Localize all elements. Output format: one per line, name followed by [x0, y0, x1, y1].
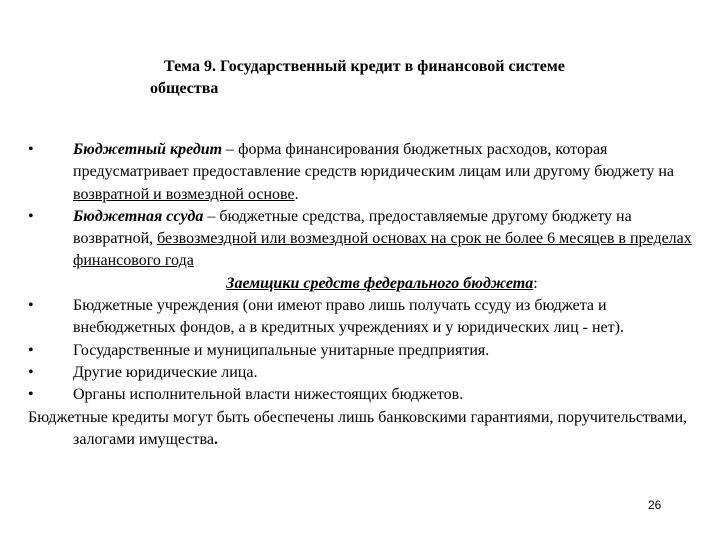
subheading	[28, 273, 700, 295]
subheading-text: Заемщики средств федерального бюджета	[226, 274, 534, 292]
definition-text: – форма финансирования бюджетных расходов, которая предусматривает предоставление средств юридическим лицам или другому бюджету на	[73, 141, 675, 181]
subheading-tail: :	[533, 274, 538, 292]
final-text: Бюджетные кредиты могут быть обеспечены лишь банковскими гарантиями, поручительствами, залогами имущества	[28, 408, 688, 448]
final-tail: .	[213, 430, 218, 448]
borrower-text: Бюджетные учреждения (они имеют право лишь получать ссуду из бюджета и внебюджетных фондов, а в кредитных учреждениях и у юридических лиц - нет).	[73, 297, 624, 337]
slide-title	[150, 56, 650, 100]
definition-text: – бюджетные средства, предоставляемые другому бюджету на возвратной,	[73, 207, 632, 248]
borrower-text: Органы исполнительной власти нижестоящих бюджетов.	[73, 386, 464, 404]
page-number: 26	[648, 498, 662, 512]
definition-item	[28, 206, 700, 273]
definition-item	[28, 139, 700, 206]
bullet: •	[28, 341, 34, 359]
borrower-item	[28, 384, 700, 406]
title-line-1: Тема 9. Государственный кредит в финансовой системе	[164, 58, 565, 75]
borrower-text: Государственные и муниципальные унитарные предприятия.	[73, 341, 490, 359]
bullet: •	[28, 297, 34, 315]
borrower-item	[28, 362, 700, 384]
final-paragraph	[28, 407, 700, 452]
borrower-item	[28, 340, 700, 362]
borrower-item	[28, 295, 700, 340]
term: Бюджетная ссуда	[73, 207, 204, 225]
bullet: •	[28, 386, 34, 404]
borrower-text: Другие юридические лица.	[73, 363, 258, 381]
underlined-text: безвозмездной или возмездной основах на срок не более 6 месяцев в пределах финансового года	[73, 230, 692, 270]
underlined-text: возвратной и возмездной основе	[73, 185, 295, 203]
bullet: •	[28, 363, 34, 381]
definition-tail: .	[294, 185, 299, 203]
bullet: •	[28, 207, 34, 225]
term: Бюджетный кредит	[73, 141, 223, 158]
title-line-2: общества	[150, 80, 219, 97]
slide-body	[28, 139, 700, 451]
bullet: •	[28, 141, 34, 158]
